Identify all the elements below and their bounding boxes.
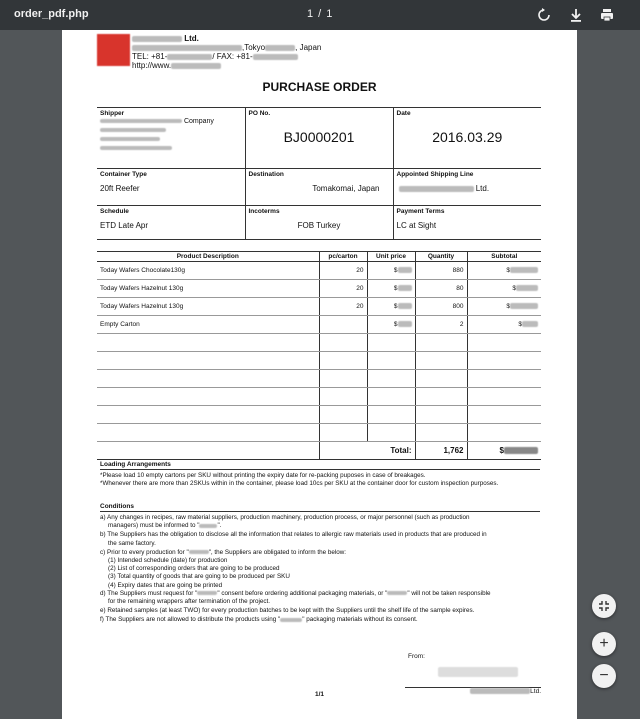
pdf-page: [62, 30, 577, 719]
page-number: 1/1: [315, 691, 325, 698]
zoom-out-button[interactable]: [592, 664, 616, 688]
table-row: [97, 406, 541, 424]
rotate-icon[interactable]: [536, 7, 552, 23]
pdf-toolbar: [0, 0, 640, 30]
col-product: Product Description: [97, 252, 319, 262]
date-cell: Date 2016.03.29: [393, 108, 541, 169]
table-row: [97, 370, 541, 388]
plus-icon: +: [599, 635, 609, 652]
table-row: Today Wafers Hazelnut 130g 20 $ 80 $: [97, 280, 541, 298]
table-row: Empty Carton $ 2 $: [97, 316, 541, 334]
signature: [438, 667, 538, 679]
table-row: Today Wafers Hazelnut 130g 20 $ 800 $: [97, 298, 541, 316]
po-number-cell: PO No. BJ0000201: [245, 108, 393, 169]
order-date: 2016.03.29: [432, 129, 503, 145]
download-icon[interactable]: [568, 7, 584, 23]
order-info-table: [97, 107, 541, 240]
company-address: ,Tokyo , Japan: [132, 43, 321, 52]
zoom-in-button[interactable]: [592, 632, 616, 656]
shipper-cell: Shipper Company: [97, 108, 245, 169]
page-title: PURCHASE ORDER: [262, 80, 377, 94]
print-icon[interactable]: [599, 7, 615, 23]
total-row: Total: 1,762 $: [97, 442, 541, 460]
total-quantity: 1,762: [415, 442, 467, 460]
fit-to-page-button[interactable]: [592, 594, 616, 618]
table-row: [97, 352, 541, 370]
table-row: [97, 388, 541, 406]
conditions-section: Conditions a) Any changes in recipes, raw material suppliers, production machinery, production process, or major personnel (such as production managers) must be informed to " ". b) The Suppliers has the obligation to disclose all the information that relates to allergic raw materials used in products that are produced in the same factory. c) Prior to every production for " ", the Suppliers are obligated to inform the below: (1) Intended schedule (date) for production (2) List of corresponding orders that are going to be produced (3) Total quantity of goods that are going to be produced per SKU (4) Expiry dates that are going be printed d) The Suppliers must request for " " consent before ordering additional packaging materials, or " " will not be taken responsible for the remaining wrappers after termination of the project. e) Retained samples (at least TWO) for every production batches to be kept with the Suppliers until the shelf life of the sample expires. f) The Suppliers are not allowed to distribute the products using " " packaging materials without its consent.: [100, 503, 540, 625]
table-row: Today Wafers Chocolate130g 20 $ 880 $: [97, 262, 541, 280]
container-cell: Container Type 20ft Reefer: [97, 169, 245, 206]
minus-icon: −: [599, 667, 609, 684]
payment-cell: Payment Terms LC at Sight: [393, 206, 541, 240]
page-indicator: 1 / 1: [307, 8, 334, 20]
signature-line: Ltd.: [405, 687, 541, 695]
schedule-cell: Schedule ETD Late Apr: [97, 206, 245, 240]
file-name: order_pdf.php: [14, 8, 89, 20]
loading-arrangements: Loading Arrangements *Please load 10 empty cartons per SKU without printing the expiry date for re-packing puposes in case of breakages. *Whenever there are more than 2SKUs within in the container, please load 10cs per SKU at the container door for custom inspection purposes.: [100, 461, 540, 488]
col-quantity: Quantity: [415, 252, 467, 262]
table-row: [97, 424, 541, 442]
col-unit-price: Unit price: [367, 252, 415, 262]
company-name: Ltd.: [132, 34, 199, 43]
total-label: Total:: [319, 442, 415, 460]
col-subtotal: Subtotal: [467, 252, 541, 262]
products-table: [97, 251, 541, 460]
from-label: From:: [408, 653, 425, 660]
company-logo: [97, 34, 130, 66]
shipping-line-cell: Appointed Shipping Line Ltd.: [393, 169, 541, 206]
company-website: http://www.: [132, 61, 221, 70]
po-number: BJ0000201: [283, 129, 355, 145]
table-row: [97, 334, 541, 352]
fit-page-icon: [598, 600, 610, 612]
company-phone: TEL: +81- / FAX: +81-: [132, 52, 298, 61]
destination-cell: Destination Tomakomai, Japan: [245, 169, 393, 206]
col-pc-carton: pc/carton: [319, 252, 367, 262]
incoterms-cell: Incoterms FOB Turkey: [245, 206, 393, 240]
